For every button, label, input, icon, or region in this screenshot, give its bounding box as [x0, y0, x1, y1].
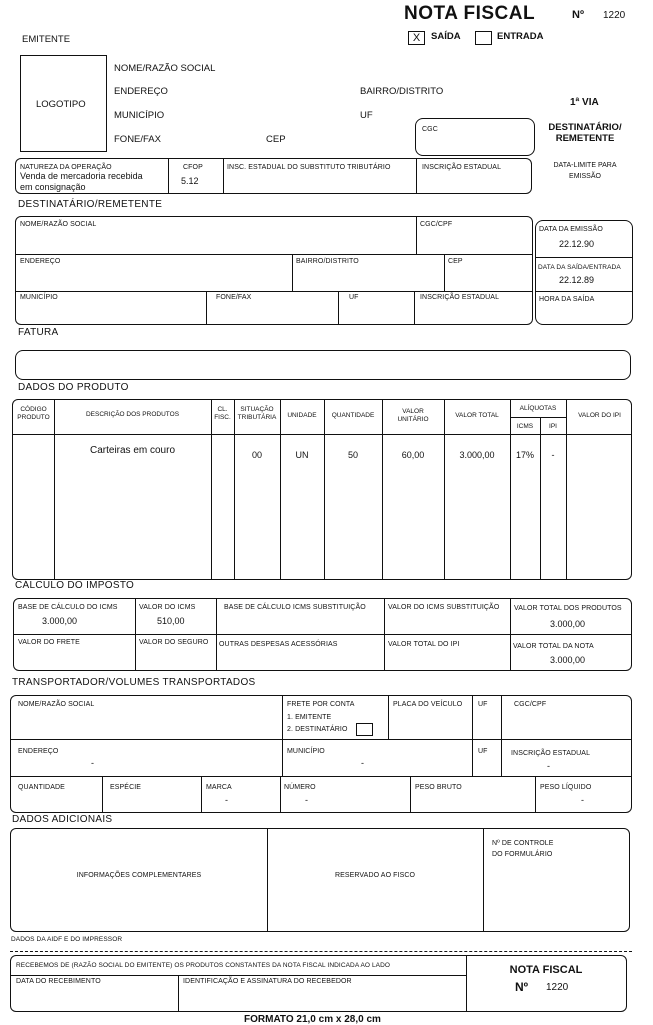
seguro-label: VALOR DO SEGURO	[139, 639, 209, 646]
natureza-value-2: em consignação	[20, 182, 86, 192]
total-produtos-value: 3.000,00	[550, 619, 586, 629]
valor-subst-label: VALOR DO ICMS SUBSTITUIÇÃO	[388, 604, 500, 611]
data-limite-line2: EMISSÃO	[569, 173, 601, 180]
produto-section: DADOS DO PRODUTO	[18, 382, 129, 393]
dest-endereco: ENDEREÇO	[20, 258, 61, 265]
transp-cgc: CGC/CPF	[514, 701, 547, 708]
transp-especie: ESPÉCIE	[110, 784, 142, 791]
emitente-cep: CEP	[266, 134, 286, 145]
th-icms: ICMS	[516, 423, 534, 430]
dest-bairro: BAIRRO/DISTRITO	[296, 258, 359, 265]
canhoto-title: NOTA FISCAL	[509, 964, 583, 976]
data-emissao-value: 22.12.90	[559, 239, 595, 249]
base-icms-value: 3.000,00	[42, 616, 78, 626]
th-cl-2: FISC.	[214, 414, 231, 421]
data-recebimento: DATA DO RECEBIMENTO	[16, 978, 101, 985]
item-icms: 17%	[515, 450, 534, 460]
adicionais-box	[10, 828, 630, 932]
th-vunit-1: VALOR	[402, 408, 424, 415]
th-situacao	[234, 406, 280, 422]
aidf-label: DADOS DA AIDF E DO IMPRESSOR	[11, 936, 123, 943]
info-complementares: INFORMAÇÕES COMPLEMENTARES	[76, 872, 202, 879]
emitente-nome: NOME/RAZÃO SOCIAL	[114, 63, 216, 74]
operacao-row	[15, 158, 532, 194]
total-ipi-label: VALOR TOTAL DO IPI	[388, 641, 460, 648]
dest-cgc: CGC/CPF	[420, 221, 453, 228]
frete-conta: FRETE POR CONTA	[287, 701, 355, 708]
data-saida-value: 22.12.89	[559, 275, 595, 285]
transp-numero: NÚMERO	[284, 784, 316, 791]
th-descricao: DESCRIÇÃO DOS PRODUTOS	[85, 411, 180, 418]
cfop-label: CFOP	[183, 164, 203, 171]
emitente-label: EMITENTE	[22, 34, 71, 45]
emitente-uf: UF	[360, 110, 373, 121]
th-valor-total: VALOR TOTAL	[455, 412, 499, 419]
transp-insc: INSCRIÇÃO ESTADUAL	[511, 750, 591, 757]
dest-fone: FONE/FAX	[216, 294, 252, 301]
transp-marca: MARCA	[206, 784, 232, 791]
controle-formulario-2: DO FORMULÁRIO	[492, 851, 553, 858]
total-nota-value: 3.000,00	[550, 655, 586, 665]
transp-section: TRANSPORTADOR/VOLUMES TRANSPORTADOS	[12, 677, 256, 688]
transp-quantidade: QUANTIDADE	[18, 784, 65, 791]
th-aliquotas: ALÍQUOTAS	[519, 405, 557, 412]
saida-checkbox[interactable]: X	[408, 31, 425, 45]
transp-nome: NOME/RAZÃO SOCIAL	[18, 701, 95, 708]
transp-numero-value: -	[305, 795, 308, 805]
emitente-municipio: MUNICÍPIO	[114, 110, 165, 121]
adicionais-section: DADOS ADICIONAIS	[12, 814, 113, 825]
frete-emitente: 1. EMITENTE	[287, 714, 332, 721]
insc-subst-label: INSC. ESTADUAL DO SUBSTITUTO TRIBUTÁRIO	[227, 164, 391, 171]
formato-label: FORMATO 21,0 cm x 28,0 cm	[244, 1014, 381, 1025]
valor-icms-value: 510,00	[157, 616, 185, 626]
transp-municipio: MUNICÍPIO	[287, 748, 325, 755]
th-situacao-1: SITUAÇÃO	[240, 406, 274, 413]
imposto-grid	[13, 598, 632, 671]
item-descricao: Carteiras em couro	[89, 445, 176, 456]
transp-endereco-value: -	[91, 758, 94, 768]
cgc-box	[415, 118, 535, 156]
hora-saida-label: HORA DA SAÍDA	[539, 296, 595, 303]
produto-table	[12, 399, 632, 580]
destinatario-via	[535, 122, 635, 144]
th-valor-unitario	[382, 408, 444, 424]
th-unidade: UNIDADE	[287, 412, 317, 419]
saida-label: SAÍDA	[431, 31, 461, 42]
transp-endereco: ENDEREÇO	[18, 748, 59, 755]
canhoto-numero-value: 1220	[546, 982, 569, 993]
placa-veiculo: PLACA DO VEÍCULO	[393, 701, 463, 708]
th-codigo-1: CÓDIGO	[20, 406, 47, 413]
cgc-label: CGC	[422, 126, 438, 133]
th-cl-1: CL.	[217, 406, 228, 413]
numero-label: Nº	[572, 9, 584, 21]
peso-liquido: PESO LÍQUIDO	[540, 784, 592, 791]
dest-insc: INSCRIÇÃO ESTADUAL	[420, 294, 500, 301]
doc-title: NOTA FISCAL	[404, 3, 536, 24]
emitente-fone: FONE/FAX	[114, 134, 161, 145]
destinatario-section: DESTINATÁRIO/REMETENTE	[18, 199, 163, 210]
frete-checkbox[interactable]	[356, 723, 373, 736]
dest-cep: CEP	[448, 258, 463, 265]
transp-uf: UF	[478, 701, 488, 708]
emitente-endereco: ENDEREÇO	[114, 86, 168, 97]
total-produtos-label: VALOR TOTAL DOS PRODUTOS	[514, 605, 622, 612]
valor-icms-label: VALOR DO ICMS	[139, 604, 196, 611]
via-label: 1ª VIA	[570, 97, 599, 108]
recebemos-label: RECEBEMOS DE (RAZÃO SOCIAL DO EMITENTE) OS PRODUTOS CONSTANTES DA NOTA FISCAL INDICADA AO LADO	[16, 962, 391, 969]
entrada-checkbox[interactable]	[475, 31, 492, 45]
dest-uf: UF	[349, 294, 359, 301]
frete-label: VALOR DO FRETE	[18, 639, 80, 646]
logo-text: LOGOTIPO	[36, 99, 86, 110]
base-subst-label: BASE DE CÁLCULO ICMS SUBSTITUIÇÃO	[224, 604, 366, 611]
cfop-value: 5.12	[181, 176, 199, 186]
transp-insc-value: -	[547, 761, 550, 771]
reservado-fisco: RESERVADO AO FISCO	[334, 872, 416, 879]
destinatario-via-line1: DESTINATÁRIO/	[548, 122, 622, 133]
th-situacao-2: TRIBUTÁRIA	[237, 414, 277, 421]
imposto-section: CÁLCULO DO IMPOSTO	[15, 580, 135, 591]
transp-uf2: UF	[478, 748, 488, 755]
natureza-label: NATUREZA DA OPERAÇÃO	[20, 164, 112, 171]
th-ipi: IPI	[549, 423, 557, 430]
destinatario-grid	[15, 216, 533, 325]
transp-municipio-value: -	[361, 758, 364, 768]
item-quantidade: 50	[347, 450, 358, 460]
insc-estadual-label: INSCRIÇÃO ESTADUAL	[422, 164, 502, 171]
emitente-bairro: BAIRRO/DISTRITO	[360, 86, 444, 97]
peso-liquido-value: -	[581, 795, 584, 805]
data-saida-label: DATA DA SAÍDA/ENTRADA	[538, 264, 621, 271]
th-valor-ipi: VALOR DO IPI	[578, 412, 621, 419]
data-emissao-label: DATA DA EMISSÃO	[539, 226, 603, 233]
th-quantidade: QUANTIDADE	[331, 412, 375, 419]
canhoto-numero-label: Nº	[515, 980, 529, 994]
numero-value: 1220	[603, 10, 626, 21]
peso-bruto: PESO BRUTO	[415, 784, 462, 791]
transp-marca-value: -	[225, 795, 228, 805]
th-vunit-2: UNITÁRIO	[397, 416, 429, 423]
th-cl	[211, 406, 234, 422]
item-valor-total: 3.000,00	[459, 450, 495, 460]
transp-grid	[10, 695, 632, 813]
controle-formulario-1: Nº DE CONTROLE	[492, 840, 554, 847]
total-nota-label: VALOR TOTAL DA NOTA	[513, 643, 594, 650]
dest-nome: NOME/RAZÃO SOCIAL	[20, 221, 97, 228]
item-valor-unitario: 60,00	[401, 450, 425, 460]
base-icms-label: BASE DE CÁLCULO DO ICMS	[18, 604, 118, 611]
th-codigo-2: PRODUTO	[17, 414, 50, 421]
item-situacao: 00	[251, 450, 262, 460]
cut-line	[10, 951, 632, 952]
canhoto-box	[10, 955, 627, 1012]
dest-municipio: MUNICÍPIO	[20, 294, 58, 301]
natureza-value-1: Venda de mercadoria recebida	[20, 171, 143, 181]
data-limite-line1: DATA-LIMITE PARA	[553, 162, 617, 169]
item-unidade: UN	[295, 450, 309, 460]
fatura-box	[15, 350, 631, 380]
th-codigo	[13, 406, 54, 422]
entrada-label: ENTRADA	[497, 31, 544, 42]
frete-destinatario: 2. DESTINATÁRIO	[287, 726, 348, 733]
fatura-section: FATURA	[18, 327, 59, 338]
outras-label: OUTRAS DESPESAS ACESSÓRIAS	[219, 641, 338, 648]
item-ipi: -	[551, 450, 555, 460]
data-limite	[535, 160, 635, 182]
datas-box	[535, 220, 633, 325]
destinatario-via-line2: REMETENTE	[555, 133, 615, 144]
logo-box	[20, 55, 107, 152]
identificacao-recebedor: IDENTIFICAÇÃO E ASSINATURA DO RECEBEDOR	[183, 978, 352, 985]
